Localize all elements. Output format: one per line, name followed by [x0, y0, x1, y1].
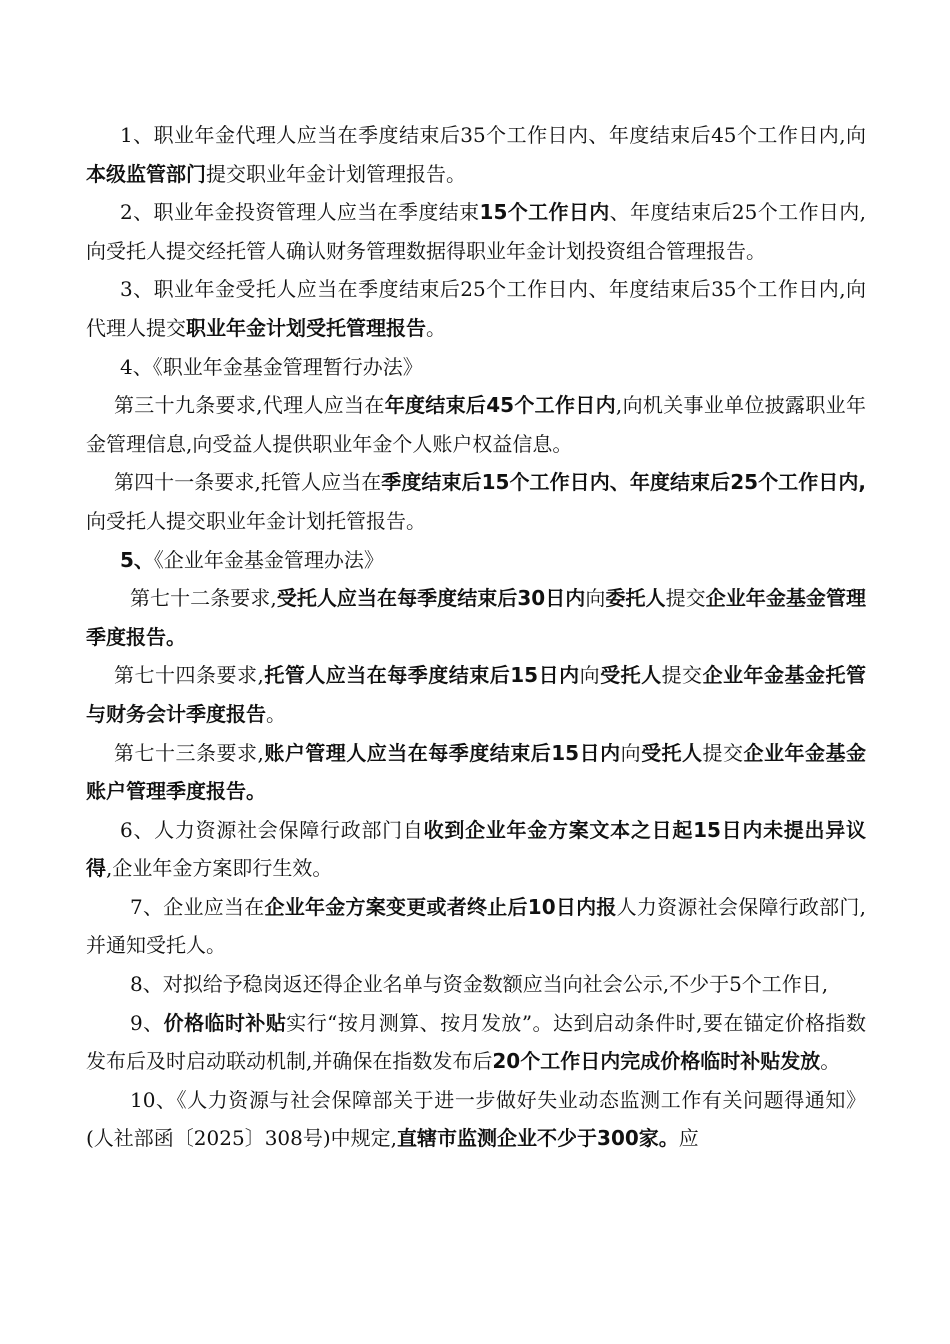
- text-run: 第三十九条要求,代理人应当在: [114, 393, 385, 418]
- bold-text-run: 20个工作日内完成价格临时补贴发放: [492, 1049, 821, 1074]
- bold-text-run: 受托人: [641, 740, 703, 765]
- text-run: 7、企业应当在: [130, 894, 265, 919]
- bold-text-run: 职业年金计划受托管理报告: [186, 315, 426, 340]
- text-run: 向: [620, 740, 642, 765]
- text-run: 6、人力资源社会保障行政部门自: [120, 817, 424, 842]
- text-run: 向受托人提交职业年金计划托管报告。: [86, 508, 426, 533]
- text-run: 、年度结束后25个工作日内,向受托人提交经托管人确认财务管理数据得职业年金计划投资组合管理报告。: [86, 200, 866, 263]
- bold-text-run: 季度结束后15个工作日内、年度结束后25个工作日内,: [381, 470, 867, 495]
- paragraph-8: [86, 965, 866, 1004]
- text-run: ,企业年金方案即行生效。: [106, 856, 333, 881]
- text-run: 实行“按月测算、按月发放”。达到启动条件时,要在锚定价格指数发布后及时启动联动机制,并确保在指数发布后: [86, 1010, 866, 1074]
- bold-text-run: 企业年金基金账户管理季度报告。: [86, 740, 867, 804]
- bold-text-run: 账户管理人应当在每季度结束后15日内: [263, 740, 621, 765]
- bold-text-run: 15个工作日内: [479, 200, 610, 225]
- text-run: 提交: [702, 740, 744, 765]
- paragraph-7: [86, 888, 866, 965]
- text-run: 1、职业年金代理人应当在季度结束后35个工作日内、年度结束后45个工作日内,向: [120, 123, 866, 147]
- bold-text-run: 企业年金基金管理季度报告。: [86, 586, 867, 649]
- paragraph-10: [86, 1081, 866, 1158]
- bold-text-run: 委托人: [605, 586, 666, 611]
- paragraph-9: [86, 1004, 866, 1081]
- text-run: 向: [585, 586, 606, 611]
- text-run: 9、: [130, 1010, 164, 1035]
- text-run: ,向机关事业单位披露职业年金管理信息,向受益人提供职业年金个人账户权益信息。: [86, 393, 866, 456]
- text-run: 提交: [665, 586, 706, 611]
- paragraph-article-73: [86, 734, 866, 811]
- bold-text-run: 受托人: [600, 663, 662, 688]
- bold-text-run: 直辖市监测企业不少于300家。: [397, 1126, 679, 1151]
- paragraph-5: [86, 541, 866, 580]
- paragraph-3: [86, 270, 866, 347]
- text-run: 8、对拟给予稳岗返还得企业名单与资金数额应当向社会公示,不少于5个工作日,: [130, 972, 829, 997]
- paragraph-6: [86, 811, 866, 888]
- paragraph-article-74: [86, 656, 866, 733]
- paragraph-article-41: [86, 463, 866, 540]
- text-run: 提交: [661, 663, 703, 688]
- text-run: 提交职业年金计划管理报告。: [206, 161, 466, 186]
- text-run: 。: [266, 701, 286, 726]
- text-run: 3、职业年金受托人应当在季度结束后25个工作日内、年度结束后35个工作日内,向代理人提交: [86, 277, 866, 340]
- text-run: 第七十四条要求,: [114, 663, 264, 688]
- text-run: 10、《人力资源与社会保障部关于进一步做好失业动态监测工作有关问题得通知》(人社部函〔2025〕308号)中规定,: [86, 1087, 866, 1151]
- text-run: 第七十二条要求,: [130, 586, 277, 611]
- paragraph-4: [86, 348, 866, 387]
- bold-text-run: 价格临时补贴: [163, 1010, 287, 1035]
- bold-text-run: 5、: [120, 547, 154, 572]
- bold-text-run: 本级监管部门: [86, 161, 206, 186]
- document-body: [86, 116, 866, 1158]
- paragraph-article-39: [86, 386, 866, 463]
- bold-text-run: 受托人应当在每季度结束后30日内: [276, 586, 586, 611]
- text-run: 《企业年金基金管理办法》: [153, 547, 384, 572]
- text-run: 4、《职业年金基金管理暂行办法》: [120, 354, 423, 379]
- text-run: 人力资源社会保障行政部门,并通知受托人。: [86, 894, 867, 958]
- bold-text-run: 收到企业年金方案文本之日起15日内未提出异议得: [86, 817, 866, 881]
- paragraph-1: [86, 116, 866, 193]
- text-run: 。: [820, 1049, 841, 1074]
- paragraph-2: [86, 193, 866, 270]
- bold-text-run: 年度结束后45个工作日内: [384, 393, 616, 418]
- text-run: 。: [426, 315, 446, 340]
- text-run: 第七十三条要求,: [114, 740, 264, 765]
- bold-text-run: 企业年金基金托管与财务会计季度报告: [86, 663, 867, 726]
- bold-text-run: 企业年金方案变更或者终止后10日内报: [264, 894, 617, 919]
- text-run: 2、职业年金投资管理人应当在季度结束: [120, 200, 480, 225]
- paragraph-article-72: [86, 579, 866, 656]
- text-run: 应: [678, 1126, 699, 1151]
- bold-text-run: 托管人应当在每季度结束后15日内: [263, 663, 580, 688]
- text-run: 向: [579, 663, 601, 688]
- text-run: 第四十一条要求,托管人应当在: [114, 470, 382, 495]
